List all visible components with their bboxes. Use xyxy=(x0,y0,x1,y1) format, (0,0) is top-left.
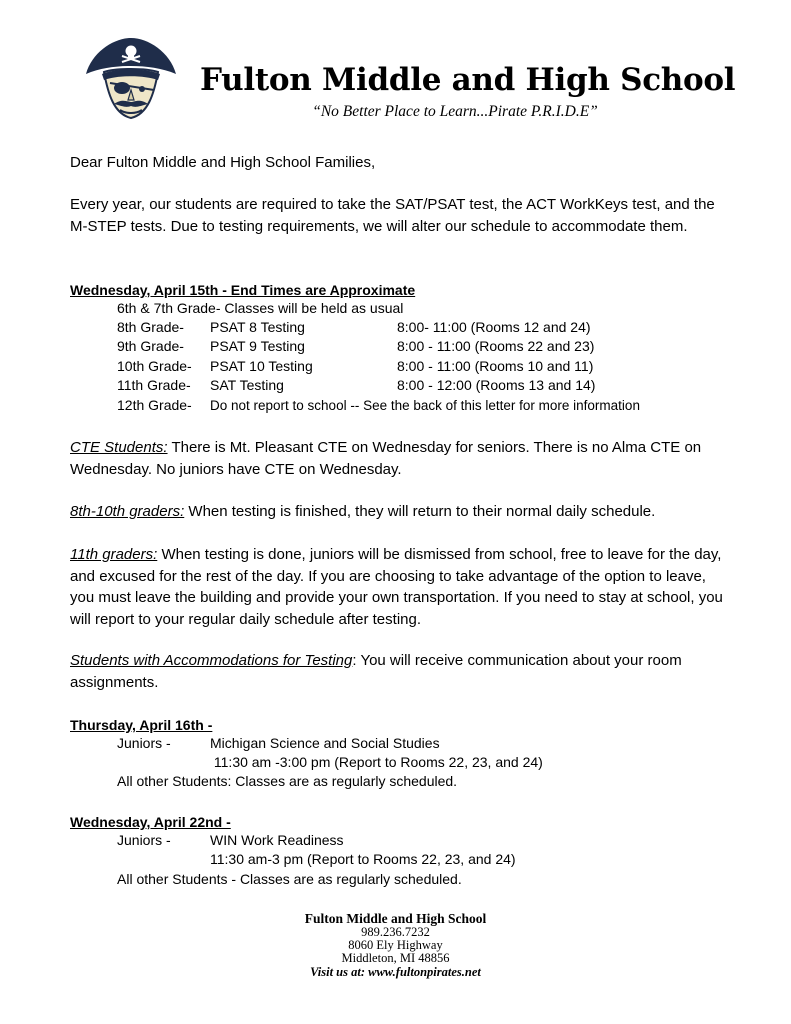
grade-6-7-note: 6th & 7th Grade- Classes will be held as usual xyxy=(117,300,404,316)
group-label: Juniors - xyxy=(117,735,171,751)
accommodations-paragraph xyxy=(70,650,725,693)
grade-11-text: When testing is done, juniors will be dismissed from school, free to leave for the day, and excused for the rest of the day. If you are choosing to take advantage of the option to leave, you must leave the building and provide your own transportation. If you need to stay at school, you will report to your regular daily schedule after testing. xyxy=(70,546,723,628)
test-time: 8:00 - 11:00 (Rooms 22 and 23) xyxy=(397,338,595,354)
grades-8-10-label: 8th-10th graders: xyxy=(70,503,185,520)
test-time: 11:30 am -3:00 pm (Report to Rooms 22, 23, and 24) xyxy=(210,754,543,770)
schedule-row xyxy=(0,318,791,338)
cte-paragraph xyxy=(70,437,725,480)
footer-website-link[interactable]: Visit us at: www.fultonpirates.net xyxy=(310,965,481,979)
footer-address-line2: Middleton, MI 48856 xyxy=(341,951,450,965)
others-note: All other Students: Classes are as regularly scheduled. xyxy=(117,773,458,789)
test-time: 8:00 - 11:00 (Rooms 10 and 11) xyxy=(397,358,594,374)
school-motto: “No Better Place to Learn...Pirate P.R.I.D.E” xyxy=(312,103,598,120)
schedule-row xyxy=(0,337,791,357)
test-name: SAT Testing xyxy=(210,377,284,393)
test-name: Do not report to school -- See the back of this letter for more information xyxy=(210,398,640,413)
april16-others-row xyxy=(0,772,791,792)
footer-school-name: Fulton Middle and High School xyxy=(304,911,487,926)
schedule-row xyxy=(0,357,791,377)
april22-others-row xyxy=(0,870,791,890)
schedule-row xyxy=(0,376,791,396)
test-name: PSAT 10 Testing xyxy=(210,358,313,374)
cte-label: CTE Students: xyxy=(70,439,168,456)
april22-heading: Wednesday, April 22nd - xyxy=(70,814,231,830)
test-time: 8:00- 11:00 (Rooms 12 and 24) xyxy=(397,319,591,335)
intro-paragraph: Every year, our students are required to take the SAT/PSAT test, the ACT WorkKeys test, and the M-STEP tests. Due to testing requirements, we will alter our schedule to accommodate them. xyxy=(70,196,715,235)
test-time: 11:30 am-3 pm (Report to Rooms 22, 23, and 24) xyxy=(210,851,516,867)
april16-time-row xyxy=(0,753,791,773)
greeting: Dear Fulton Middle and High School Families, xyxy=(70,154,376,171)
grade-label: 10th Grade- xyxy=(117,358,192,374)
footer-phone: 989.236.7232 xyxy=(361,925,430,939)
school-title: Fulton Middle and High School xyxy=(200,62,736,98)
april22-time-row xyxy=(0,850,791,870)
april16-heading: Thursday, April 16th - xyxy=(70,717,213,733)
grade-label: 12th Grade- xyxy=(117,397,192,413)
grade-label: 8th Grade- xyxy=(117,319,184,335)
grades-8-10-text: When testing is finished, they will return to their normal daily schedule. xyxy=(184,503,656,520)
schedule-row xyxy=(0,299,791,319)
test-name: WIN Work Readiness xyxy=(210,832,344,848)
schedule-row xyxy=(0,396,791,416)
grade-11-label: 11th graders: xyxy=(70,546,158,563)
footer xyxy=(200,912,591,979)
april16-row xyxy=(0,734,791,754)
cte-text: There is Mt. Pleasant CTE on Wednesday for seniors. There is no Alma CTE on Wednesday. No juniors have CTE on Wednesday. xyxy=(70,439,702,478)
test-name: PSAT 8 Testing xyxy=(210,319,305,335)
pirate-logo xyxy=(84,34,178,120)
grade-11-paragraph xyxy=(70,544,725,630)
grade-label: 9th Grade- xyxy=(117,338,184,354)
test-name: Michigan Science and Social Studies xyxy=(210,735,440,751)
grades-8-10-paragraph xyxy=(70,501,725,523)
april22-row xyxy=(0,831,791,851)
group-label: Juniors - xyxy=(117,832,171,848)
others-note: All other Students - Classes are as regularly scheduled. xyxy=(117,871,462,887)
accommodations-text: : You will receive communication about your room assignments. xyxy=(70,652,682,691)
test-time: 8:00 - 12:00 (Rooms 13 and 14) xyxy=(397,377,596,393)
accommodations-label: Students with Accommodations for Testing xyxy=(70,652,353,669)
test-name: PSAT 9 Testing xyxy=(210,338,305,354)
grade-label: 11th Grade- xyxy=(117,377,191,393)
april15-heading: Wednesday, April 15th - End Times are Approximate xyxy=(70,282,416,298)
footer-address-line1: 8060 Ely Highway xyxy=(348,938,443,952)
